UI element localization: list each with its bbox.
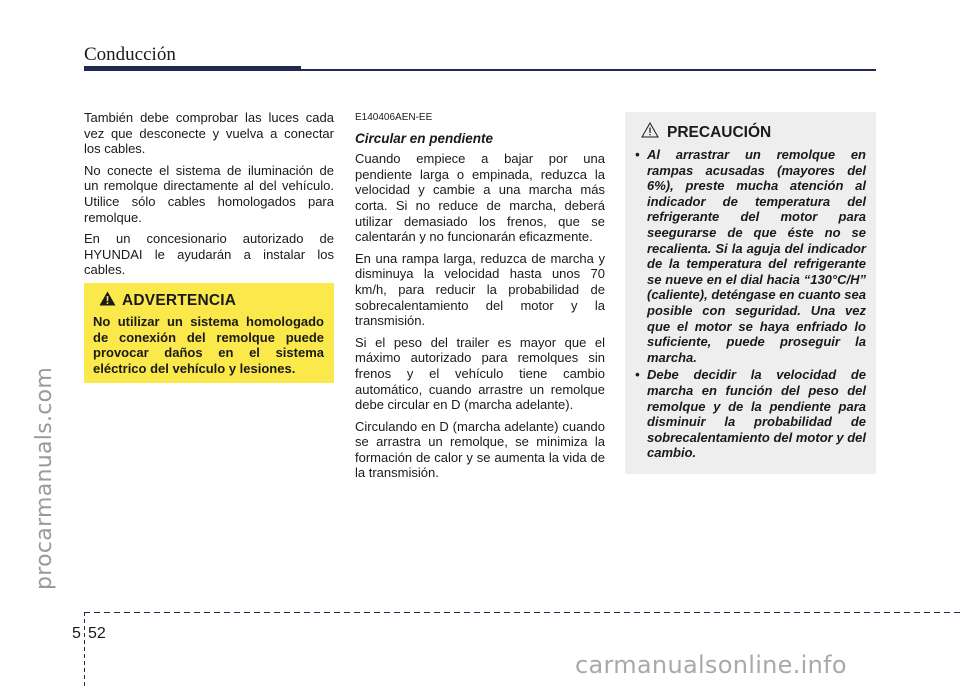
side-watermark: procarmanuals.com [32, 366, 57, 590]
caution-triangle-icon [641, 122, 659, 143]
list-item: • Al arrastrar un remolque en rampas acusadas (mayores del 6%), preste mucha atención al indicador de temperatura del refrigerante del motor para seegurarse de que éste no se recalienta. Si la aguja del indicador de la temperatura del refrigerante se nueve en el dial hacia “130°C/H” (caliente), deténgase en cuanto sea posible con seguridad. Una vez que el motor se haya enfriado lo suficiente, puede proseguir la marcha. [635, 147, 866, 365]
paragraph: También debe comprobar las luces cada vez que desconecte y vuelva a conectar los cables. [84, 110, 334, 157]
footer-rule [84, 612, 960, 613]
footer-watermark: carmanualsonline.info [575, 651, 847, 679]
section-code: E140406AEN-EE [355, 112, 433, 123]
footer-divider [84, 612, 85, 687]
page-title: Conducción [84, 44, 176, 65]
warning-header [99, 291, 324, 311]
paragraph: Cuando empiece a bajar por una pendiente larga o empinada, reduzca la velocidad y cambie a una marcha más corta. Si no reduce de marcha, deberá utilizar demasiado los frenos, que se calentarán y no funcionarán eficazmente. [355, 151, 605, 245]
subheading: Circular en pendiente [355, 130, 494, 146]
warning-box [84, 283, 334, 383]
paragraph: Si el peso del trailer es mayor que el máximo autorizado para remolques sin frenos y el vehículo tiene cambio automático, cuando arrastre un remolque debe circular en D (marcha adelante). [355, 334, 605, 413]
section-number: 5 [72, 625, 81, 642]
caution-header [641, 122, 866, 143]
paragraph: No conecte el sistema de iluminación de un remolque directamente al del vehículo. Utilice sólo cables homologados para remolque. [84, 162, 334, 225]
list-item: • Debe decidir la velocidad de marcha en función del peso del remolque y de la pendiente para disminuir la probabilidad de sobrecalentamiento del motor y del cambio. [635, 367, 866, 461]
header-rule-thin [301, 69, 876, 71]
caution-box [625, 112, 876, 474]
warning-text: No utilizar un sistema homologado de conexión del remolque puede provocar daños en el sistema eléctrico del vehículo y lesiones. [93, 314, 324, 376]
page-number: 52 [88, 625, 106, 642]
caution-item-text: Debe decidir la velocidad de marcha en función del peso del remolque y de la pendiente para disminuir la probabilidad de sobrecalentamiento del motor y del cambio. [647, 367, 866, 461]
middle-column [355, 110, 605, 487]
caution-list [633, 147, 866, 461]
warning-title: ADVERTENCIA [122, 292, 237, 309]
left-column [84, 110, 334, 284]
caution-item-text: Al arrastrar un remolque en rampas acusadas (mayores del 6%), preste mucha atención al indicador de temperatura del refrigerante del motor para seegurarse de que éste no se recalienta. Si la aguja del indicador de la temperatura del refrigerante se nueve en el dial hacia “130°C/H” (caliente), deténgase en cuanto sea posible con seguridad. Una vez que el motor se haya enfriado lo suficiente, puede proseguir la marcha. [647, 147, 866, 365]
warning-triangle-icon [99, 291, 116, 311]
paragraph: En un concesionario autorizado de HYUNDAI le ayudarán a instalar los cables. [84, 231, 334, 278]
paragraph: Circulando en D (marcha adelante) cuando se arrastra un remolque, se minimiza la formación de calor y se aumenta la vida de la transmisión. [355, 418, 605, 481]
caution-title: PRECAUCIÓN [667, 123, 772, 141]
paragraph: En una rampa larga, reduzca de marcha y disminuya la velocidad hasta unos 70 km/h, para reducir la probabilidad de sobrecalentamiento del motor y la transmisión. [355, 250, 605, 329]
header-rule-thick [84, 66, 301, 71]
